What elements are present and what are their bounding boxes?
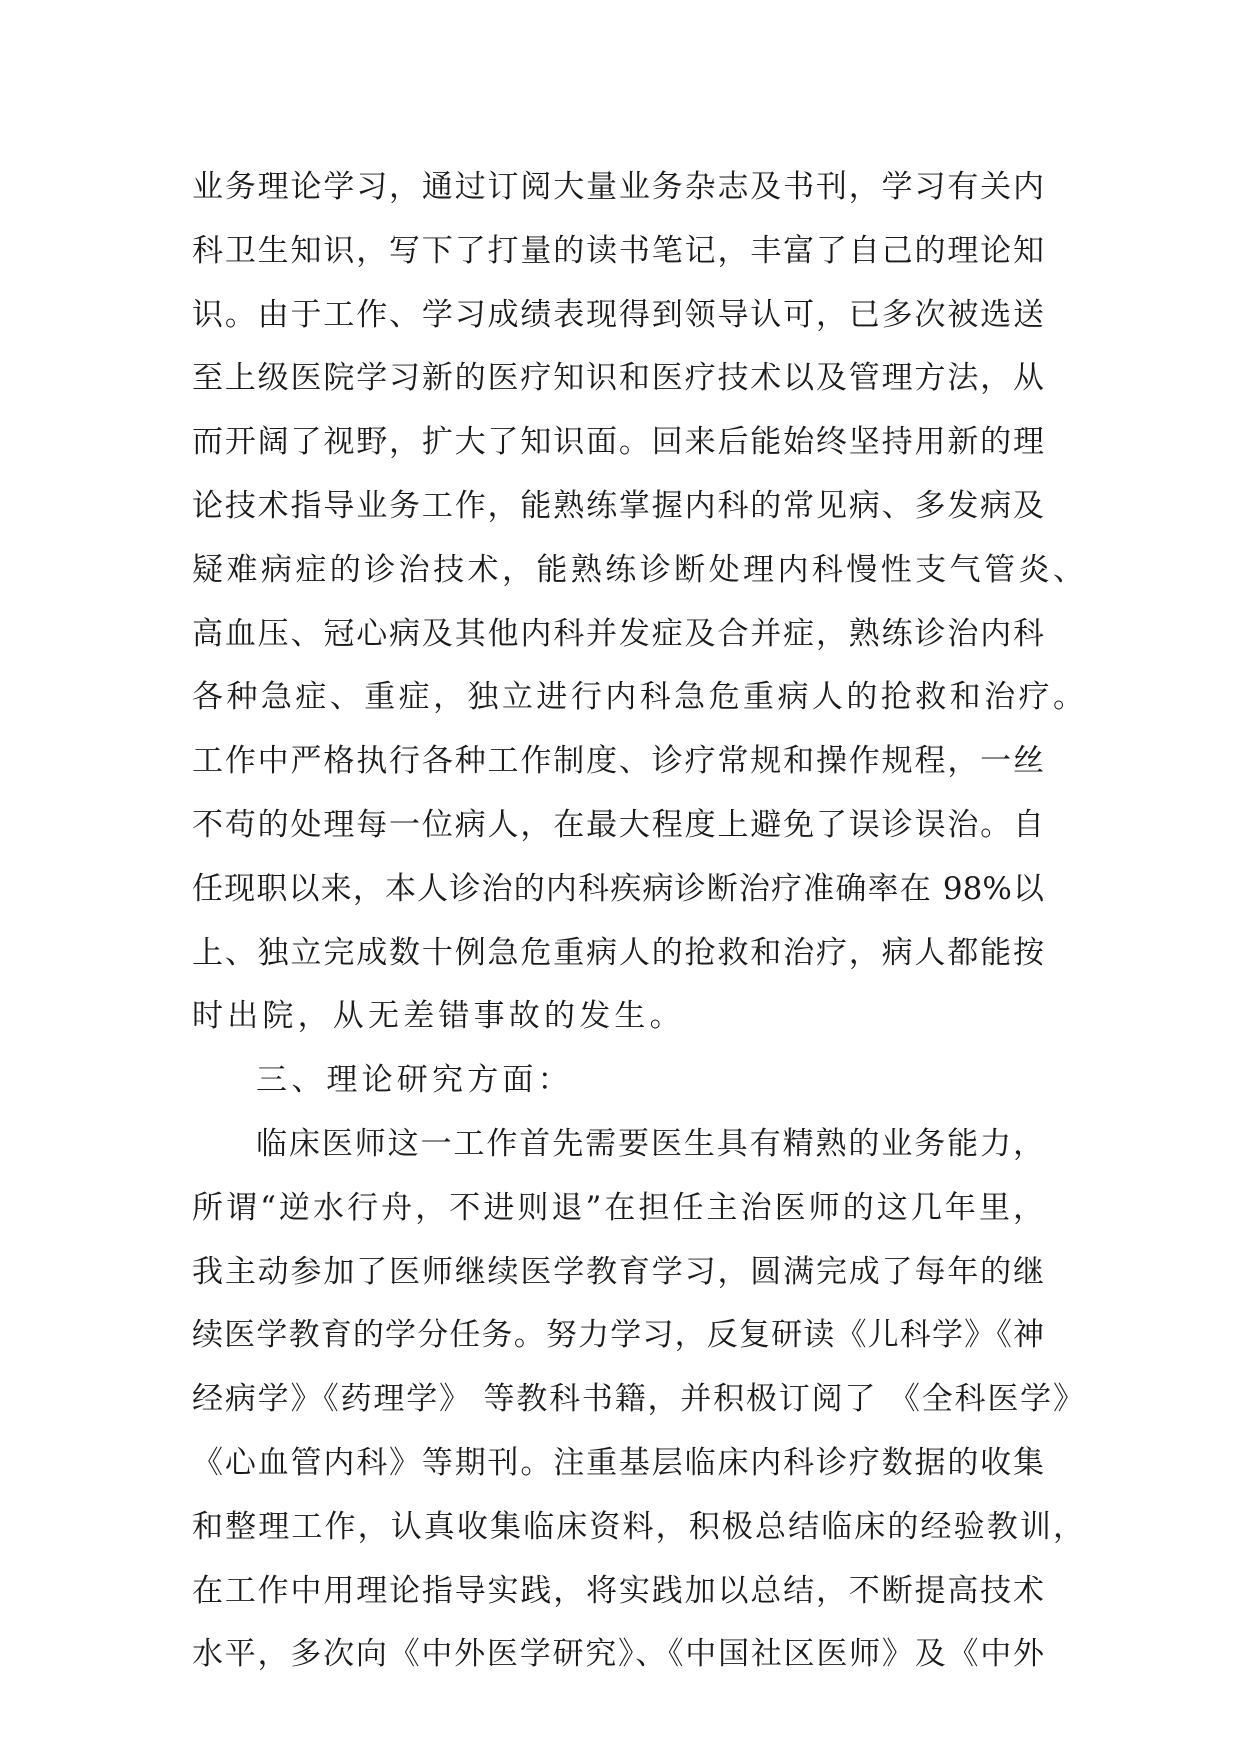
text-line: 工作中严格执行各种工作制度、诊疗常规和操作规程，一丝 — [192, 743, 1044, 780]
text-line: 业务理论学习，通过订阅大量业务杂志及书刊，学习有关内 — [192, 169, 1044, 205]
text-line: 我主动参加了医师继续医学教育学习，圆满完成了每年的继 — [192, 1253, 1044, 1290]
text-line: 在工作中用理论指导实践，将实践加以总结，不断提高技术 — [192, 1572, 1044, 1609]
text-line: 《心血管内科》等期刊。注重基层临床内科诊疗数据的收集 — [192, 1444, 1044, 1481]
text-line: 科卫生知识，写下了打量的读书笔记，丰富了自己的理论知 — [192, 232, 1044, 269]
text-line: 所谓“逆水行舟，不进则退”在担任主治医师的这几年里， — [192, 1189, 1044, 1226]
text-line: 水平，多次向《中外医学研究》、《中国社区医师》及《中外 — [192, 1636, 1044, 1673]
text-line: 临床医师这一工作首先需要医生具有精熟的业务能力， — [256, 1125, 1044, 1162]
text-line: 各种急症、重症，独立进行内科急危重病人的抢救和治疗。 — [192, 679, 1084, 716]
text-line: 至上级医院学习新的医疗知识和医疗技术以及管理方法，从 — [192, 360, 1044, 397]
text-line: 而开阔了视野，扩大了知识面。回来后能始终坚持用新的理 — [192, 424, 1044, 461]
text-line: 高血压、冠心病及其他内科并发症及合并症，熟练诊治内科 — [192, 615, 1044, 652]
body-text — [192, 156, 1092, 1687]
text-line: 疑难病症的诊治技术，能熟练诊断处理内科慢性支气管炎、 — [192, 551, 1084, 588]
text-line: 识。由于工作、学习成绩表现得到领导认可，已多次被选送 — [192, 296, 1044, 333]
section-heading: 三、理论研究方面： — [256, 1062, 573, 1099]
text-line: 任现职以来，本人诊治的内科疾病诊断治疗准确率在 98%以 — [192, 870, 1044, 907]
text-line: 时出院，从无差错事故的发生。 — [192, 998, 685, 1035]
text-line: 不苟的处理每一位病人，在最大程度上避免了误诊误治。自 — [192, 806, 1044, 843]
text-line: 论技术指导业务工作，能熟练掌握内科的常见病、多发病及 — [192, 487, 1044, 524]
text-line: 续医学教育的学分任务。努力学习，反复研读《儿科学》《神 — [192, 1317, 1044, 1354]
text-line: 经病学》《药理学》 等教科书籍，并积极订阅了 《全科医学》 — [192, 1381, 1084, 1418]
text-line: 和整理工作，认真收集临床资料，积极总结临床的经验教训， — [192, 1508, 1084, 1545]
text-line: 上、独立完成数十例急危重病人的抢救和治疗，病人都能按 — [192, 934, 1044, 971]
